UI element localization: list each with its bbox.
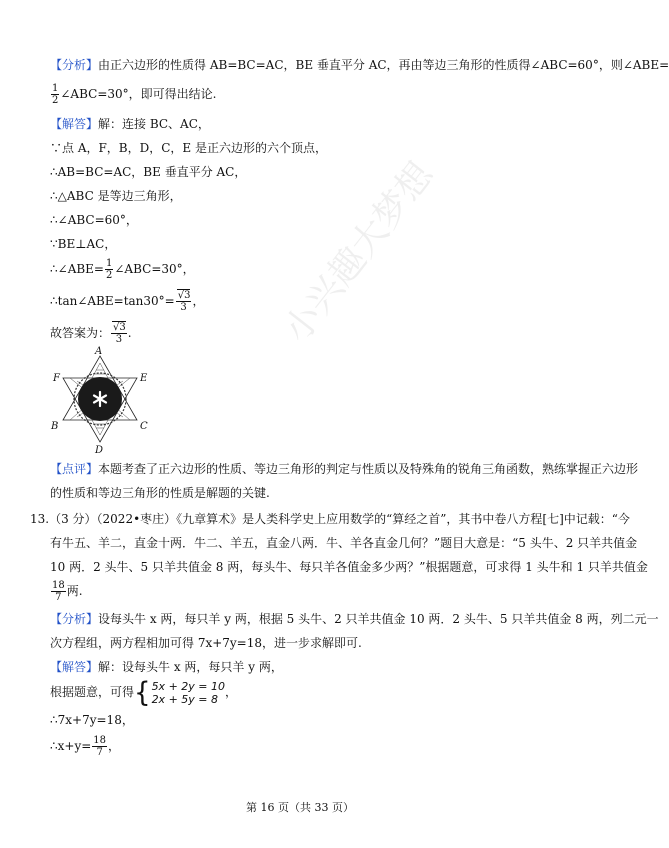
comment-tag: 【点评】 [50,462,99,476]
fraction [176,290,192,313]
q13-solution-text: 解：设每头牛 x 两，每只羊 y 两， [98,660,283,674]
equation-1: 5x + 2y = 10 [151,679,225,693]
fraction [111,322,127,345]
text: . [127,326,132,340]
text: ， [225,685,238,699]
analysis-tag: 【分析】 [50,58,99,72]
q13-step-4 [50,732,120,760]
q13-analysis-line1 [50,611,659,627]
q12-solution-text: 解：连接 BC、AC， [98,117,210,131]
q12-step-4: ∴△ABC 是等边三角形， [50,189,182,203]
denominator: 2 [106,270,113,281]
q12-step-3: ∴AB=BC=AC，BE 垂直平分 AC， [50,165,247,179]
q12-comment-line1 [50,461,638,477]
q13-step-3: ∴7x+7y=18， [50,713,134,727]
numerator [111,322,127,334]
q13-stem-line3: 10 两．2 头牛、5 只羊共值金 8 两，每头牛、每只羊各值金多少两？”根据题意，可求得 1 头牛和 1 只羊共值金 [50,560,648,574]
label-C: C [140,421,148,432]
analysis-tag: 【分析】 [50,612,99,626]
text: 两. [66,584,83,598]
sqrt: √3 [113,322,126,333]
fraction [51,580,66,603]
text: 故答案为： [50,326,111,340]
page-footer: 第 16 页（共 33 页） [246,801,354,814]
text: ∠ABC=30°， [114,262,195,276]
q13-analysis-text: 设每头牛 x 两，每只羊 y 两，根据 5 头牛、2 只羊共值金 10 两．2 头牛、5 只羊共值金 8 两，列二元一 [98,612,659,626]
q13-stem-line2: 有牛五、羊二，直金十两．牛二、羊五，直金八两．牛、羊各直金几何？”题目大意是：“5 头牛、2 只羊共值金 [50,536,638,550]
text: ∴∠ABE= [50,262,104,276]
numerator: 18 [52,580,65,591]
denominator: 7 [55,592,62,603]
q12-step-2: ∵点 A，F，B，D，C，E 是正六边形的六个顶点， [50,141,328,155]
q12-step-6: ∵BE⊥AC， [50,237,117,251]
q12-step-7 [50,255,195,283]
q12-analysis-line2 [50,80,216,108]
label-A: A [95,346,103,357]
text: ∴x+y= [50,739,92,753]
denominator: 3 [115,334,123,345]
denominator: 3 [180,302,187,313]
q13-solution-line1 [50,659,283,675]
q13-analysis-line2: 次方程组，两方程相加可得 7x+7y=18，进一步求解即可. [50,636,362,650]
numerator: 18 [93,735,107,746]
q12-analysis-text: 由正六边形的性质得 AB=BC=AC，BE 垂直平分 AC，再由等边三角形的性质得∠ABC=60°，则∠ABE= [98,58,669,72]
q13-stem-line4 [50,577,83,605]
q12-comment-text: 本题考查了正六边形的性质、等边三角形的判定与性质以及特殊角的锐角三角函数，熟练掌握正六边形 [98,462,639,476]
q12-solution-line1 [50,116,210,132]
label-B: B [51,421,59,432]
numerator: 1 [106,258,113,269]
watermark: 小兴趣大梦想 [276,154,442,351]
q12-comment-line2: 的性质和等边三角形的性质是解题的关键. [50,486,270,500]
equation-2: 2x + 5y = 8 [151,692,218,706]
text: ∴tan∠ABE=tan30°= [50,294,175,308]
fraction [92,735,107,758]
q13-equation-system-line [50,676,237,708]
hexagon-star-figure [50,345,160,455]
text: 根据题意，可得 [50,685,135,699]
q12-analysis-line1 [50,57,669,73]
q12-answer [50,319,132,347]
label-D: D [95,445,104,456]
text: ， [108,739,121,753]
q12-step-8 [50,287,204,315]
brace-icon: { [134,676,151,709]
label-E: E [140,373,148,384]
q12-step-5: ∴∠ABC=60°， [50,213,138,227]
numerator: 1 [52,83,59,94]
solution-tag: 【解答】 [50,117,99,131]
q13-stem-line1: 13.（3 分）（2022•枣庄）《九章算术》是人类科学史上应用数学的“算经之首”，其书中卷八方程[七]中记载：“今 [30,512,630,526]
label-F: F [53,373,60,384]
solution-tag: 【解答】 [50,660,99,674]
denominator: 7 [96,747,103,758]
fraction [51,83,59,106]
denominator: 2 [52,95,59,106]
text: ， [192,294,205,308]
fraction [105,258,113,281]
q12-analysis-text2: ∠ABC=30°，即可得出结论. [60,87,217,101]
equation-system [152,680,225,706]
numerator [176,290,192,302]
sqrt: √3 [177,290,191,301]
